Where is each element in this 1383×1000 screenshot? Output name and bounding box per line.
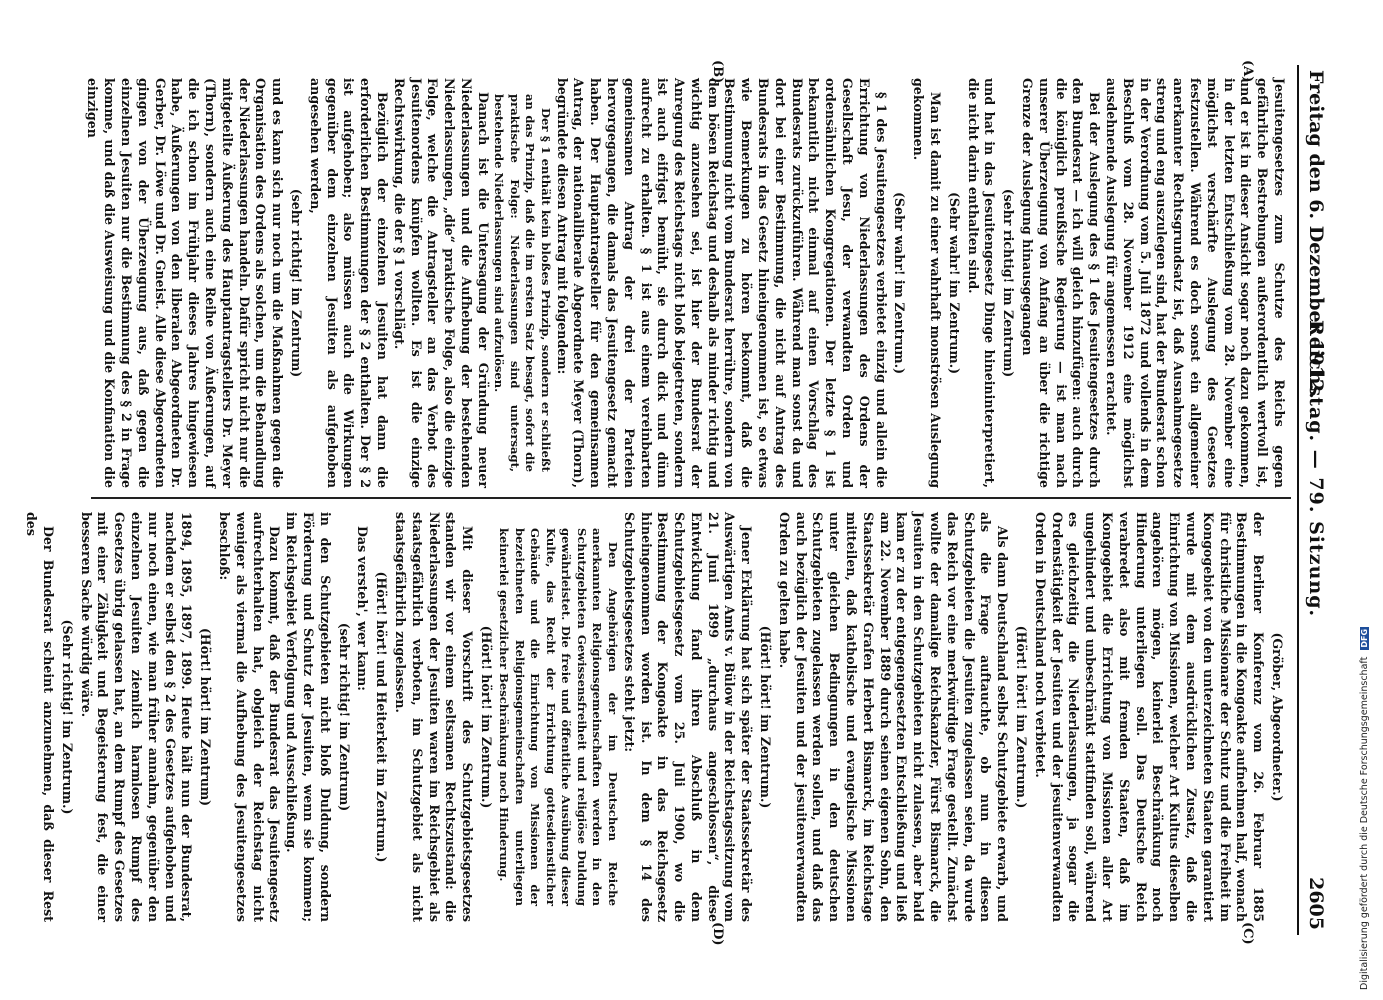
- remark: (Sehr richtig! im Zentrum.): [59, 619, 75, 815]
- margin-mark-b: (B): [710, 60, 725, 84]
- dfg-logo: DFG: [1360, 628, 1369, 648]
- paragraph: Als dann Deutschland selbst Schutzgebiete erwarb, und als die Frage auftauchte, ob nun in diesen Schutzgebieten die Jesuiten zugelassen seien, da wurde das Reich vor eine merkwürdige Frage gestellt. Zunächst wollte der damalige Reichskanzler, Fürst Bismarck, die Jesuiten in den Schutzgebieten nicht zulassen, aber bald kam er zu der entgegengesetzten Entschließung und ließ am 22. November 1889 durch seinen eigenen Sohn, den Staatssekretär Grafen Herbert Bismarck, im Reichstage mitteilen, daß katholische und evangelische Missionen unter gleichen Bedingungen in den deutschen Schutzgebieten zugelassen werden sollen, und daß das auch bezüglich der Jesuiten und der jesuitenverwandten Orden zu gelten habe.: [776, 512, 1011, 922]
- paragraph: Danach ist die Untersagung der Gründung neuer Niederlassungen und die Aufhebung der bestehenden Niederlassungen, „die“ praktische Folge, also die einzige Folge, welche die Antragsteller an das Verbot des Jesuitenordens knüpfen wollten. Es ist die einzige Rechtswirkung, die der § 1 vorschlägt.: [391, 78, 491, 488]
- speaker-label: (Gröber, Abgeordneter.): [1270, 632, 1285, 802]
- digitization-note: [1359, 10, 1370, 990]
- remark: (sehr richtig! im Zentrum): [288, 188, 304, 378]
- quotation: Der § 1 enthält kein bloßes Prinzip, sondern er schließt an das Prinzip, daß die im ersten Satz besagt, sofort die praktische Folge: Niederlassungen sind untersagt, bestehende Niederlassungen sind aufzulösen.: [492, 94, 553, 472]
- paragraph: und hat in das Jesuitengesetz Dinge hineininterpretiert, die nicht darin enthalten sind.: [965, 78, 998, 488]
- paragraph: Dazu kommt, daß der Bundesrat das Jesuitengesetz aufrechterhalten hat, obgleich der Reichstag nicht weniger als viermal die Aufhebung des Jesuitengesetzes beschloß:: [216, 512, 283, 922]
- remark: (sehr richtig! im Zentrum): [1001, 188, 1017, 378]
- margin-mark-d: (D): [710, 922, 725, 946]
- paragraph: Mit dieser Vorschrift des Schutzgebietsgesetzes standen wir vor einem seltsamen Rechtszustand: die Niederlassungen der Jesuiten waren im Reichsgebiet als staatsgefährlich verboten, im Schutzgebiet als nicht staatsgefährlich zugelassen.: [392, 512, 476, 922]
- page-number: 2605: [1305, 877, 1327, 930]
- remark: (Hört! hört! im Zentrum.): [478, 625, 494, 809]
- paragraph: § 1 des Jesuitengesetzes verbietet einzig und allein die Errichtung von Niederlassungen des Ordens der Gesellschaft Jesu, der verwandten Orden und ordensähnlichen Kongregationen. Der letzte § 1 ist bekanntlich nicht einmal auf einen Vorschlag des Bundesrats zurückzuführen. Während man sonst da und dort bei einer Bestimmung, die nicht auf Antrag des Bundesrats in das Gesetz hineingenommen ist, so etwas wie Bemerkungen zu hören bekommt, daß die Bestimmung nicht vom Bundesrat herrühre, sondern von dem bösen Reichstag und deshalb als minder richtig und wichtig anzusehen sei, ist hier der Bundesrat der Anregung des Reichstags nicht bloß beigetreten, sondern ist auch eifrigst bemüht, sie durch dick und dünn aufrecht zu erhalten. § 1 ist aus einem vereinbarten gemeinsamen Antrag der drei der Parteien hervorgegangen, die damals das Jesuitengesetz gemacht haben. Der Hauptantragsteller für den gemeinsamen Antrag, der nationalliberale Abgeordnete Meyer (Thorn), begründete diesen Antrag mit folgendem:: [554, 78, 889, 488]
- remark: (Hört! hört! und Heiterkeit im Zentrum.): [374, 571, 390, 863]
- paragraph: Man ist damit zu einer wahrhaft monströsen Auslegung gekommen.: [911, 78, 944, 488]
- paragraph: Jener Erklärung hat sich später der Staatssekretär des Auswärtigen Amts v. Bülow in der Reichstagssitzung vom 21. Juni 1899 „durchaus angeschlossen“, diese Entwicklung fand ihren Abschluß in dem Schutzgebietsgesetz vom 25. Juli 1900, wo die Bestimmung der Kongoakte in das Reichsgesetz hineingenommen worden ist. In dem § 14 des Schutzgebietsgesetzes steht jetzt:: [621, 512, 755, 922]
- paragraph: Das versteh', wer kann:: [355, 526, 371, 691]
- page-title: Reichstag. — 79. Sitzung.: [1305, 320, 1327, 618]
- paragraph: und es kann sich nur noch um die Maßnahmen gegen die Organisation des Ordens als solchen, um die Behandlung der Niederlassungen handeln. Dafür spricht nicht nur die mitgeteilte Äußerung des Hauptantragstellers Dr. Meyer (Thorn), sondern auch eine Reihe von Äußerungen, auf die ich schon im Frühjahr dieses Jahres hingewiesen habe, Äußerungen von den liberalen Abgeordneten Dr. Gerber, Dr. Löwe und Dr. Gneist. Alle diese Abgeordneten gingen von der Überzeugung aus, daß gegen die einzelnen Jesuiten nur die Bestimmung des § 2 in Frage komme, und daß die Ausweisung und die Konfination die einzigen: [85, 78, 286, 488]
- paragraph: 1894, 1895, 1897, 1899. Heute hält nun der Bundesrat, nachdem er selbst den § 2 des Gesetzes aufgehoben und nur noch einen, wie man früher annahm, gegenüber den einzelnen Jesuiten ziemlich harmlosen Rumpf des Gesetzes übrig gelassen hat, an dem Rumpf des Gesetzes mit einer Zähigkeit und Begeisterung fest, die einer besseren Sache würdig wäre.: [78, 512, 195, 922]
- paragraph: Bezüglich der einzelnen Jesuiten hat dann die erforderlichen Bestimmungen der § 2 enthalten. Der § 2 ist aufgehoben; also müssen auch die Wirkungen gegenüber dem einzelnen Jesuiten als aufgehoben angesehen werden,: [307, 78, 390, 488]
- remark: (Sehr wahr! im Zentrum.): [892, 191, 908, 375]
- quotation: Den Angehörigen der im Deutschen Reiche anerkannten Religionsgemeinschaften werden in den Schutzgebieten Gewissensfreiheit und religiöse Duldung gewährleistet. Die freie und öffentliche Ausübung dieser Kulte, das Recht der Errichtung gottesdienstlicher Gebäude und die Einrichtung von Missionen der bezeichneten Religionsgemeinschaften unterliegen keinerlei gesetzlicher Beschränkung noch Hinderung.: [497, 528, 620, 906]
- paragraph: der Berliner Konferenz vom 26. Februar 1885 Bestimmungen in die Kongoakte aufnehmen half, wonach für christliche Missionare der Schutz und die Freiheit im Kongogebiet von den unterzeichneten Staaten garantiert wurde mit dem ausdrücklichen Zusatz, daß die Einrichtung von Missionen, welcher Art Kultus dieselben angehören mögen, keinerlei Beschränkung noch Hinderung unterliegen soll. Das Deutsche Reich verabredet also mit fremden Staaten, daß im Kongogebiet die Errichtung von Missionen aller Art ungehindert und unbeschränkt stattfinden soll, während es gleichzeitig die Niederlassungen, ja sogar die Ordenstätigkeit der Jesuiten und der jesuitenverwandten Orden in Deutschland noch verbietet.: [1032, 512, 1267, 922]
- right-column: [77, 78, 1287, 488]
- page-header: [1299, 60, 1329, 940]
- remark: (Sehr wahr! im Zentrum.): [946, 191, 962, 375]
- header-rule: [1297, 65, 1299, 935]
- column-divider: [91, 497, 1291, 499]
- remark: (Hört! hört! im Zentrum.): [1014, 625, 1030, 809]
- margin-mark-a: (A): [1240, 60, 1255, 83]
- paragraph: Jesuitengesetzes zum Schutze des Reichs gegen gefährliche Bestrebungen außerordentlich wertvoll ist, und er ist in dieser Ansicht sogar noch dazu gekommen, in der letzten Entschließung vom 28. November eine möglichst verschärfte Auslegung des Gesetzes festzustellen. Während es doch sonst ein allgemeiner anerkannter Rechtsgrundsatz ist, daß Ausnahmegesetze streng und eng auszulegen sind, hat der Bundesrat schon in der Verordnung vom 5. Juli 1872 und vollends in dem Beschluß vom 28. November 1912 eine möglichst ausdehnende Auslegung für angemessen erachtet.: [1104, 78, 1287, 488]
- digitization-text: Digitalisierung gefördert durch die Deutsche Forschungsgemeinschaft: [1359, 656, 1370, 990]
- paragraph: Der Bundesrat scheint anzunehmen, daß dieser Rest des: [24, 512, 56, 922]
- remark: (Hört! hört! im Zentrum): [198, 627, 214, 807]
- paragraph: Bei der Auslegung des § 1 des Jesuitengesetzes durch den Bundesrat — ich will gleich hinzufügen: auch durch die königlich preußische Regierung — ist man nach unserer Überzeugung von Anfang an über die richtige Grenze der Auslegung hinausgegangen: [1020, 78, 1103, 488]
- left-column: [24, 512, 1287, 922]
- margin-mark-c: (C): [1240, 922, 1255, 945]
- remark: (Hört! hört! im Zentrum.): [758, 625, 774, 809]
- page-date: Freitag den 6. Dezember 1912.: [1305, 70, 1327, 399]
- paragraph: in den Schutzgebieten nicht bloß Duldung, sondern Förderung und Schutz der Jesuiten, wenn sie kommen; im Reichsgebiet Verfolgung und Ausschließung.: [284, 512, 333, 922]
- remark: (sehr richtig! im Zentrum): [336, 622, 352, 812]
